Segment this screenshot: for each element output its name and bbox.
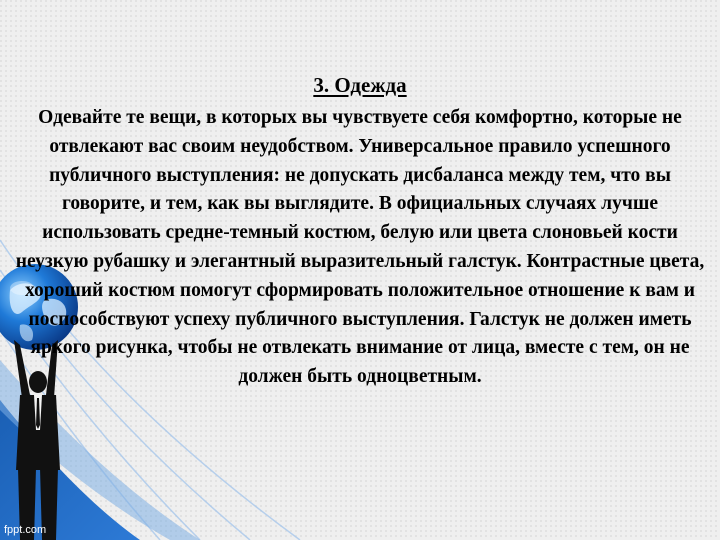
watermark-text: fppt.com — [4, 524, 47, 536]
slide-body-text: Одевайте те вещи, в которых вы чувствуете себя комфортно, которые не отвлекают вас своим неудобством. Универсальное правило успешного публичного выступления: не допускать дисбаланса между тем, что вы говорите, и тем, как вы выглядите. В официальных случаях лучше использовать средне-темный костюм, белую или цвета слоновьей кости неузкую рубашку и элегантный выразительный галстук. Контрастные цвета, хороший костюм помогут сформировать положительное отношение к вам и поспособствуют успеху публичного выступления. Галстук не должен иметь яркого рисунка, чтобы не отвлекать внимание от лица, вместе с тем, он не должен быть одноцветным. — [15, 107, 705, 388]
slide-title: 3. Одежда — [313, 73, 407, 97]
